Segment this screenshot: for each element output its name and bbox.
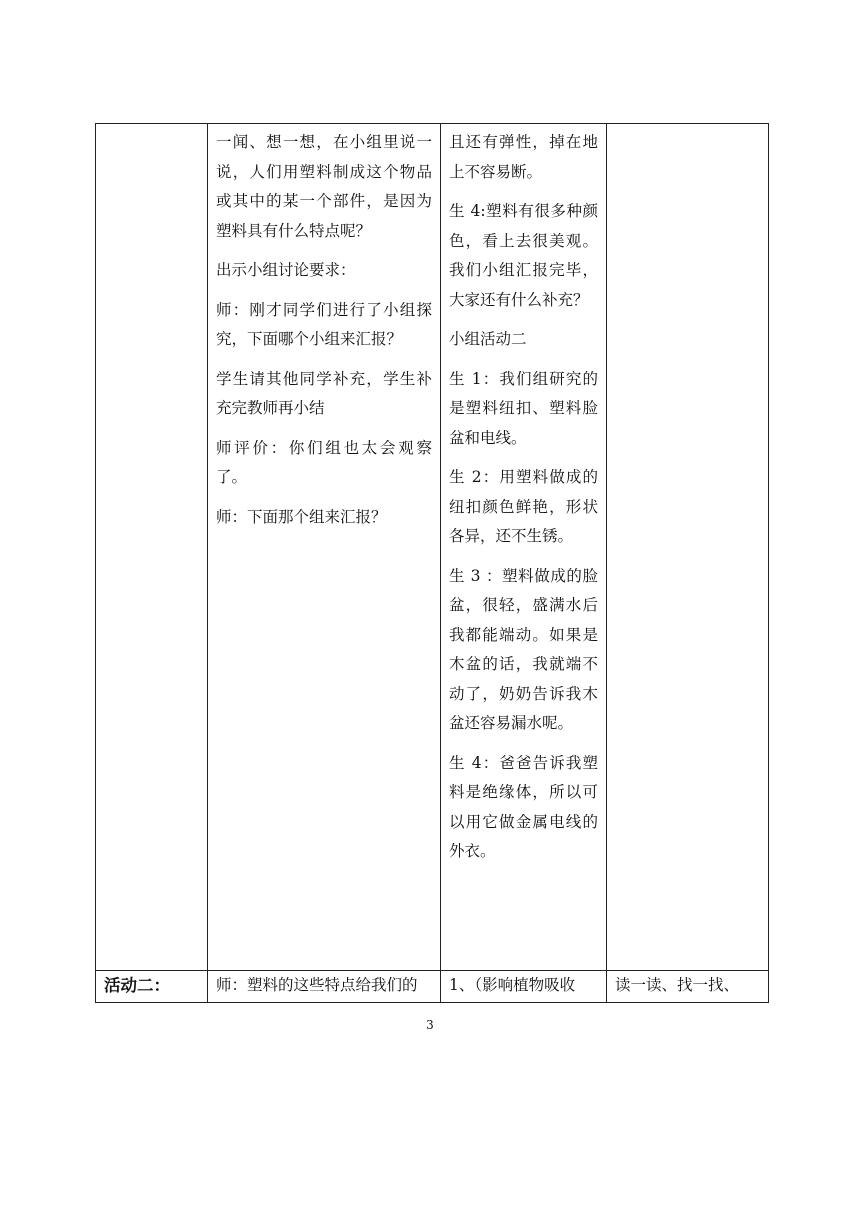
teacher-paragraph: 学生请其他同学补充，学生补充完教师再小结 xyxy=(216,369,432,417)
row1-col4-cell xyxy=(607,124,769,971)
activity-label-cell xyxy=(96,971,208,1003)
table-row xyxy=(96,971,769,1003)
page-number: 3 xyxy=(426,1018,434,1032)
student-paragraph: 小组活动二 xyxy=(449,330,527,348)
row2-col3-cell xyxy=(441,971,607,1003)
row2-col3-text: 1、（影响植物吸收 xyxy=(449,976,576,994)
student-paragraph: 生 2：用塑料做成的纽扣颜色鲜艳，形状各异，还不生锈。 xyxy=(449,468,598,545)
student-paragraph: 生 4：爸爸告诉我塑料是绝缘体，所以可以用它做金属电线的外衣。 xyxy=(449,753,598,860)
row2-col2-cell xyxy=(208,971,441,1003)
row2-col4-cell xyxy=(607,971,769,1003)
row2-col4-text: 读一读、找一找、 xyxy=(615,976,740,994)
row1-col1-cell xyxy=(96,124,208,971)
teacher-paragraph: 师评价：你们组也太会观察了。 xyxy=(216,438,432,486)
student-activity-cell xyxy=(441,124,607,971)
row2-col2-text: 师：塑料的这些特点给我们的 xyxy=(216,976,418,994)
teacher-paragraph: 师：刚才同学们进行了小组探究，下面哪个小组来汇报？ xyxy=(216,300,432,348)
lesson-plan-table xyxy=(95,123,769,1003)
teacher-paragraph: 一闻、想一想，在小组里说一说，人们用塑料制成这个物品或其中的某一个部件，是因为塑料具有什么特点呢？ xyxy=(216,133,432,240)
student-paragraph: 生 1：我们组研究的是塑料纽扣、塑料脸盆和电线。 xyxy=(449,369,598,447)
teacher-paragraph: 出示小组讨论要求： xyxy=(216,261,356,279)
student-paragraph: 生 3 ：塑料做成的脸盆，很轻，盛满水后我都能端动。如果是木盆的话，我就端不动了，奶奶告诉我木盆还容易漏水呢。 xyxy=(449,566,598,732)
table-row xyxy=(96,124,769,971)
activity-label: 活动二： xyxy=(104,976,170,995)
teacher-paragraph: 师：下面那个组来汇报？ xyxy=(216,507,387,526)
student-paragraph: 且还有弹性，掉在地上不容易断。 xyxy=(449,133,598,181)
student-paragraph: 生 4:塑料有很多种颜色，看上去很美观。我们小组汇报完毕，大家还有什么补充？ xyxy=(449,202,598,309)
teacher-activity-cell xyxy=(208,124,441,971)
